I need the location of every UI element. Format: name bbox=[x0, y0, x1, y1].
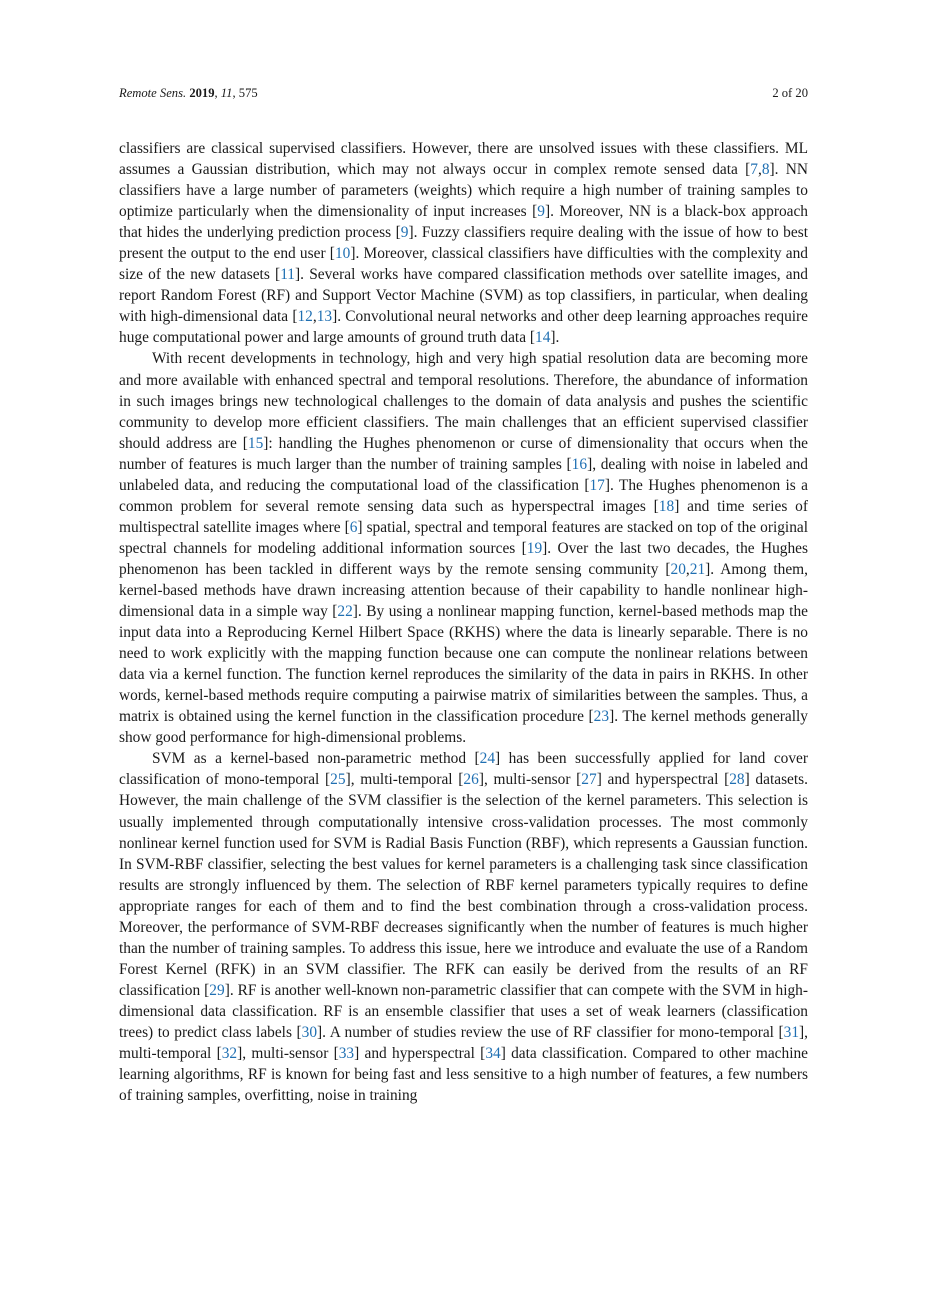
citation-link[interactable]: 21 bbox=[689, 560, 706, 578]
citation-link[interactable]: 28 bbox=[729, 771, 745, 789]
text-run: ], dealing with noise in labeled and unlabeled data, and reducing the computational load of the classification [ bbox=[119, 455, 808, 494]
text-run: ]: handling the Hughes phenomenon or curse of dimensionality that occurs when the number of features is much larger than the number of training samples [ bbox=[119, 434, 808, 473]
text-run: ]. NN classifiers have a large number of parameters (weights) which require a high number of training samples to optimize particularly when the dimensionality of input increases [ bbox=[119, 161, 808, 221]
journal-citation: Remote Sens. 2019, 11, 575 bbox=[119, 86, 258, 100]
text-run: , bbox=[685, 560, 690, 578]
citation-link[interactable]: 12 bbox=[297, 308, 313, 326]
citation-link[interactable]: 19 bbox=[526, 539, 543, 557]
text-run: ]. Several works have compared classification methods over satellite images, and report Random Forest (RF) and Support Vector Machine (SVM) as top classifiers, in particular, when dealing with high-dimensional data [ bbox=[119, 266, 808, 326]
text-run: ], multi-sensor [ bbox=[237, 1045, 339, 1063]
journal-year: 2019 bbox=[189, 86, 215, 100]
journal-volume: 11 bbox=[220, 86, 233, 100]
text-run: ]. A number of studies review the use of RF classifier for mono-temporal [ bbox=[317, 1023, 784, 1041]
paragraph bbox=[119, 748, 808, 1106]
article-number: 575 bbox=[238, 86, 258, 100]
text-run: ] and hyperspectral [ bbox=[354, 1045, 486, 1063]
text-run: ]. Among them, kernel-based methods have drawn increasing attention because of their capability to handle nonlinear high-dimensional data in a simple way [ bbox=[119, 560, 808, 621]
citation-link[interactable]: 6 bbox=[349, 518, 358, 536]
text-run: ]. Convolutional neural networks and other deep learning approaches require huge computational power and large amounts of ground truth data [ bbox=[119, 308, 809, 347]
citation-link[interactable]: 11 bbox=[280, 266, 296, 284]
citation-link[interactable]: 30 bbox=[301, 1023, 318, 1041]
citation-link[interactable]: 23 bbox=[593, 708, 610, 726]
citation-link[interactable]: 18 bbox=[658, 497, 675, 515]
citation-link[interactable]: 15 bbox=[247, 434, 264, 452]
citation-link[interactable]: 10 bbox=[334, 245, 351, 263]
running-header bbox=[119, 86, 808, 101]
page-number: 2 of 20 bbox=[772, 86, 808, 100]
text-run: ], multi-sensor [ bbox=[478, 771, 582, 789]
text-run: ], multi-temporal [ bbox=[345, 771, 464, 789]
citation-link[interactable]: 13 bbox=[316, 308, 333, 326]
citation-link[interactable]: 27 bbox=[581, 771, 597, 789]
text-run: ] and hyperspectral [ bbox=[596, 771, 730, 789]
paragraph bbox=[119, 348, 808, 748]
text-run: ], multi-temporal [ bbox=[119, 1023, 808, 1063]
text-run: ]. The Hughes phenomenon is a common problem for several remote sensing data such as hyperspectral images [ bbox=[119, 476, 808, 515]
citation-link[interactable]: 24 bbox=[479, 750, 496, 768]
citation-link[interactable]: 33 bbox=[338, 1045, 355, 1063]
text-run: ]. Moreover, NN is a black-box approach that hides the underlying prediction process [ bbox=[119, 203, 808, 242]
text-run: ] has been successfully applied for land cover classification of mono-temporal [ bbox=[119, 750, 808, 789]
text-run: ] spatial, spectral and temporal features are stacked on top of the original spectral channels for modeling additional information sources [ bbox=[119, 518, 809, 557]
citation-link[interactable]: 29 bbox=[209, 981, 225, 999]
text-run: ] data classification. Compared to other machine learning algorithms, RF is known for being fast and less sensitive to a high number of features, a few numbers of training samples, overfitting, noise in training bbox=[119, 1045, 808, 1105]
text-run: ]. Over the last two decades, the Hughes phenomenon has been tackled in different ways by the remote sensing community [ bbox=[119, 539, 808, 578]
text-run: ]. The kernel methods generally show good performance for high-dimensional problems. bbox=[119, 708, 808, 747]
citation-link[interactable]: 9 bbox=[537, 203, 545, 221]
citation-link[interactable]: 9 bbox=[400, 224, 409, 242]
citation-link[interactable]: 25 bbox=[330, 771, 346, 789]
citation-link[interactable]: 20 bbox=[670, 560, 686, 578]
text-run: ] and time series of multispectral satellite images where [ bbox=[119, 497, 808, 536]
text-run: ]. Moreover, classical classifiers have difficulties with the complexity and size of the new datasets [ bbox=[119, 245, 809, 284]
journal-name: Remote Sens. bbox=[119, 86, 187, 100]
citation-link[interactable]: 26 bbox=[463, 771, 479, 789]
text-run: ]. RF is another well-known non-parametric classifier that can compete with the SVM in high-dimensional data classification. RF is an ensemble classifier that uses a set of weak learners (classification trees) to predict class labels [ bbox=[119, 981, 808, 1041]
citation-link[interactable]: 17 bbox=[589, 476, 605, 494]
citation-link[interactable]: 14 bbox=[535, 329, 551, 347]
text-run: ] datasets. However, the main challenge of the SVM classifier is the selection of the kernel parameters. This selection is usually implemented through computationally intensive cross-validation processes. The most commonly nonlinear kernel function used for SVM is Radial Basis Function (RBF), which represents a Gaussian function. In SVM-RBF classifier, selecting the best values for kernel parameters is a challenging task since classification results are strongly influenced by them. The selection of RBF kernel parameters typically requires to define appropriate ranges for each of them and to find the best combination through a cross-validation process. Moreover, the performance of SVM-RBF decreases significantly when the number of features is much higher than the number of training samples. To address this issue, here we introduce and evaluate the use of a Random Forest Kernel (RFK) in an SVM classifier. The RFK can easily be derived from the results of an RF classification [ bbox=[119, 771, 808, 999]
body-text bbox=[119, 138, 808, 1106]
citation-link[interactable]: 22 bbox=[337, 603, 353, 621]
text-run: With recent developments in technology, high and very high spatial resolution data are becoming more and more available with enhanced spectral and temporal resolutions. Therefore, the abundance of information in such images brings new technological challenges to the domain of data analysis and pushes the scientific community to develop more efficient classifiers. The main challenges that an efficient supervised classifier should address are [ bbox=[119, 350, 808, 452]
text-run: ]. bbox=[550, 329, 560, 347]
text-run: , bbox=[312, 308, 317, 326]
citation-link[interactable]: 34 bbox=[485, 1045, 501, 1063]
citation-link[interactable]: 8 bbox=[761, 161, 770, 179]
paragraph bbox=[119, 138, 808, 348]
citation-link[interactable]: 31 bbox=[783, 1023, 800, 1041]
text-run: ]. By using a nonlinear mapping function, kernel-based methods map the input data into a Reproducing Kernel Hilbert Space (RKHS) where the data is linearly separable. There is no need to work explicitly with the mapping function because one can compute the nonlinear relations between data via a kernel function. The function kernel reproduces the similarity of the data in pairs in RKHS. In other words, kernel-based methods require computing a pairwise matrix of similarities between the samples. Thus, a matrix is obtained using the kernel function in the classification procedure [ bbox=[119, 603, 808, 726]
citation-link[interactable]: 16 bbox=[571, 455, 588, 473]
text-run: SVM as a kernel-based non-parametric method [ bbox=[152, 750, 480, 768]
text-run: classifiers are classical supervised classifiers. However, there are unsolved issues with these classifiers. ML assumes a Gaussian distribution, which may not always occur in complex remote sensed data [ bbox=[119, 140, 808, 179]
citation-link[interactable]: 7 bbox=[750, 161, 758, 179]
text-run: , bbox=[757, 161, 762, 179]
text-run: ]. Fuzzy classifiers require dealing with the issue of how to best present the output to the end user [ bbox=[119, 224, 808, 263]
citation-link[interactable]: 32 bbox=[221, 1045, 238, 1063]
